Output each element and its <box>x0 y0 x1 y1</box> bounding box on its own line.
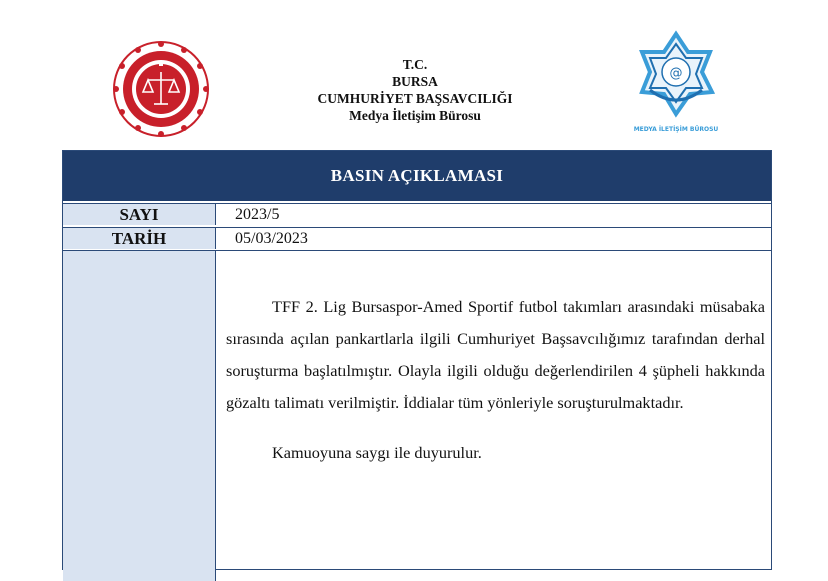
sayi-row <box>63 203 771 225</box>
header-city: BURSA <box>392 74 438 89</box>
medya-iletisim-logo-icon <box>628 30 724 136</box>
document-header <box>260 56 570 124</box>
statement-body-row <box>63 250 771 581</box>
sayi-value: 2023/5 <box>235 206 280 223</box>
statement-paragraph: TFF 2. Lig Bursaspor-Amed Sportif futbol takımları arasındaki müsabaka sırasında açılan pankartlarla ilgili Cumhuriyet Başsavcılığımız tarafından derhal soruşturma başlatılmıştır. Olayla ilgili olduğu değerlendirilen 4 şüpheli hakkında gözaltı talimatı verilmiştir. İddialar tüm yönleriyle soruşturulmaktadır. <box>226 297 765 412</box>
tarih-label: TARİH <box>63 228 216 249</box>
press-release-title: BASIN AÇIKLAMASI <box>63 151 771 201</box>
adalet-seal-icon <box>112 40 210 138</box>
header-unit: Medya İletişim Bürosu <box>349 108 481 123</box>
statement-closing: Kamuoyuna saygı ile duyurulur. <box>272 443 482 462</box>
tarih-row <box>63 227 771 249</box>
svg-text:@: @ <box>669 66 683 81</box>
header-office: CUMHURİYET BAŞSAVCILIĞI <box>317 91 513 106</box>
tarih-value: 05/03/2023 <box>235 230 308 247</box>
right-logo-caption: MEDYA İLETİŞİM BÜROSU <box>633 126 719 133</box>
statement-side-cell <box>63 251 216 581</box>
sayi-label: SAYI <box>63 204 216 225</box>
press-release-frame <box>62 150 772 570</box>
statement-content <box>226 291 765 469</box>
header-tc: T.C. <box>402 57 428 72</box>
